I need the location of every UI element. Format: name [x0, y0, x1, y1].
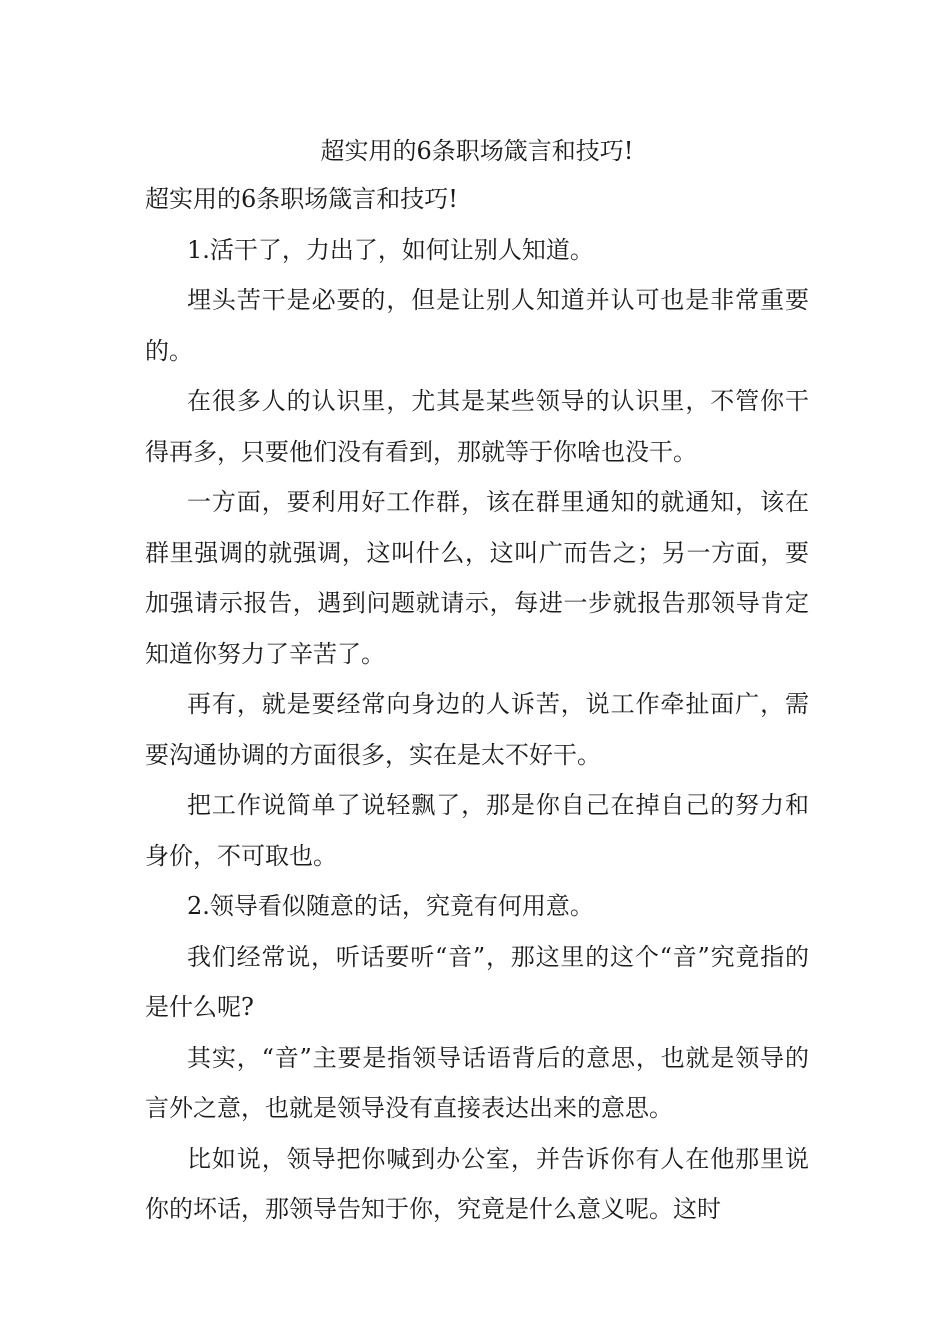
document-title: 超实用的6条职场箴言和技巧! [320, 137, 634, 165]
paragraph: 埋头苦干是必要的，但是让别人知道并认可也是非常重要的。 [145, 286, 809, 365]
paragraph: 其实，“音”主要是指领导话语背后的意思，也就是领导的言外之意，也就是领导没有直接表达出来的意思。 [145, 1043, 809, 1122]
document-body [145, 128, 809, 1235]
paragraph: 再有，就是要经常向身边的人诉苦，说工作牵扯面广，需要沟通协调的方面很多，实在是太不好干。 [145, 690, 809, 769]
paragraph: 我们经常说，听话要听“音”，那这里的这个“音”究竟指的是什么呢? [145, 942, 809, 1021]
paragraph: 在很多人的认识里，尤其是某些领导的认识里，不管你干得再多，只要他们没有看到，那就等于你啥也没干。 [145, 387, 809, 466]
paragraph: 比如说，领导把你喊到办公室，并告诉你有人在他那里说你的坏话，那领导告知于你，究竟是什么意义呢。这时 [145, 1144, 809, 1223]
paragraph-heading-repeat: 超实用的6条职场箴言和技巧! [145, 185, 458, 213]
section-heading-1: 1.活干了，力出了，如何让别人知道。 [187, 235, 594, 264]
paragraph: 把工作说简单了说轻飘了，那是你自己在掉自己的努力和身价，不可取也。 [145, 791, 809, 870]
section-heading-2: 2.领导看似随意的话，究竟有何用意。 [187, 892, 594, 920]
paragraph: 一方面，要利用好工作群，该在群里通知的就通知，该在群里强调的就强调，这叫什么，这叫广而告之；另一方面，要加强请示报告，遇到问题就请示，每进一步就报告那领导肯定知道你努力了辛苦了。 [145, 488, 809, 668]
